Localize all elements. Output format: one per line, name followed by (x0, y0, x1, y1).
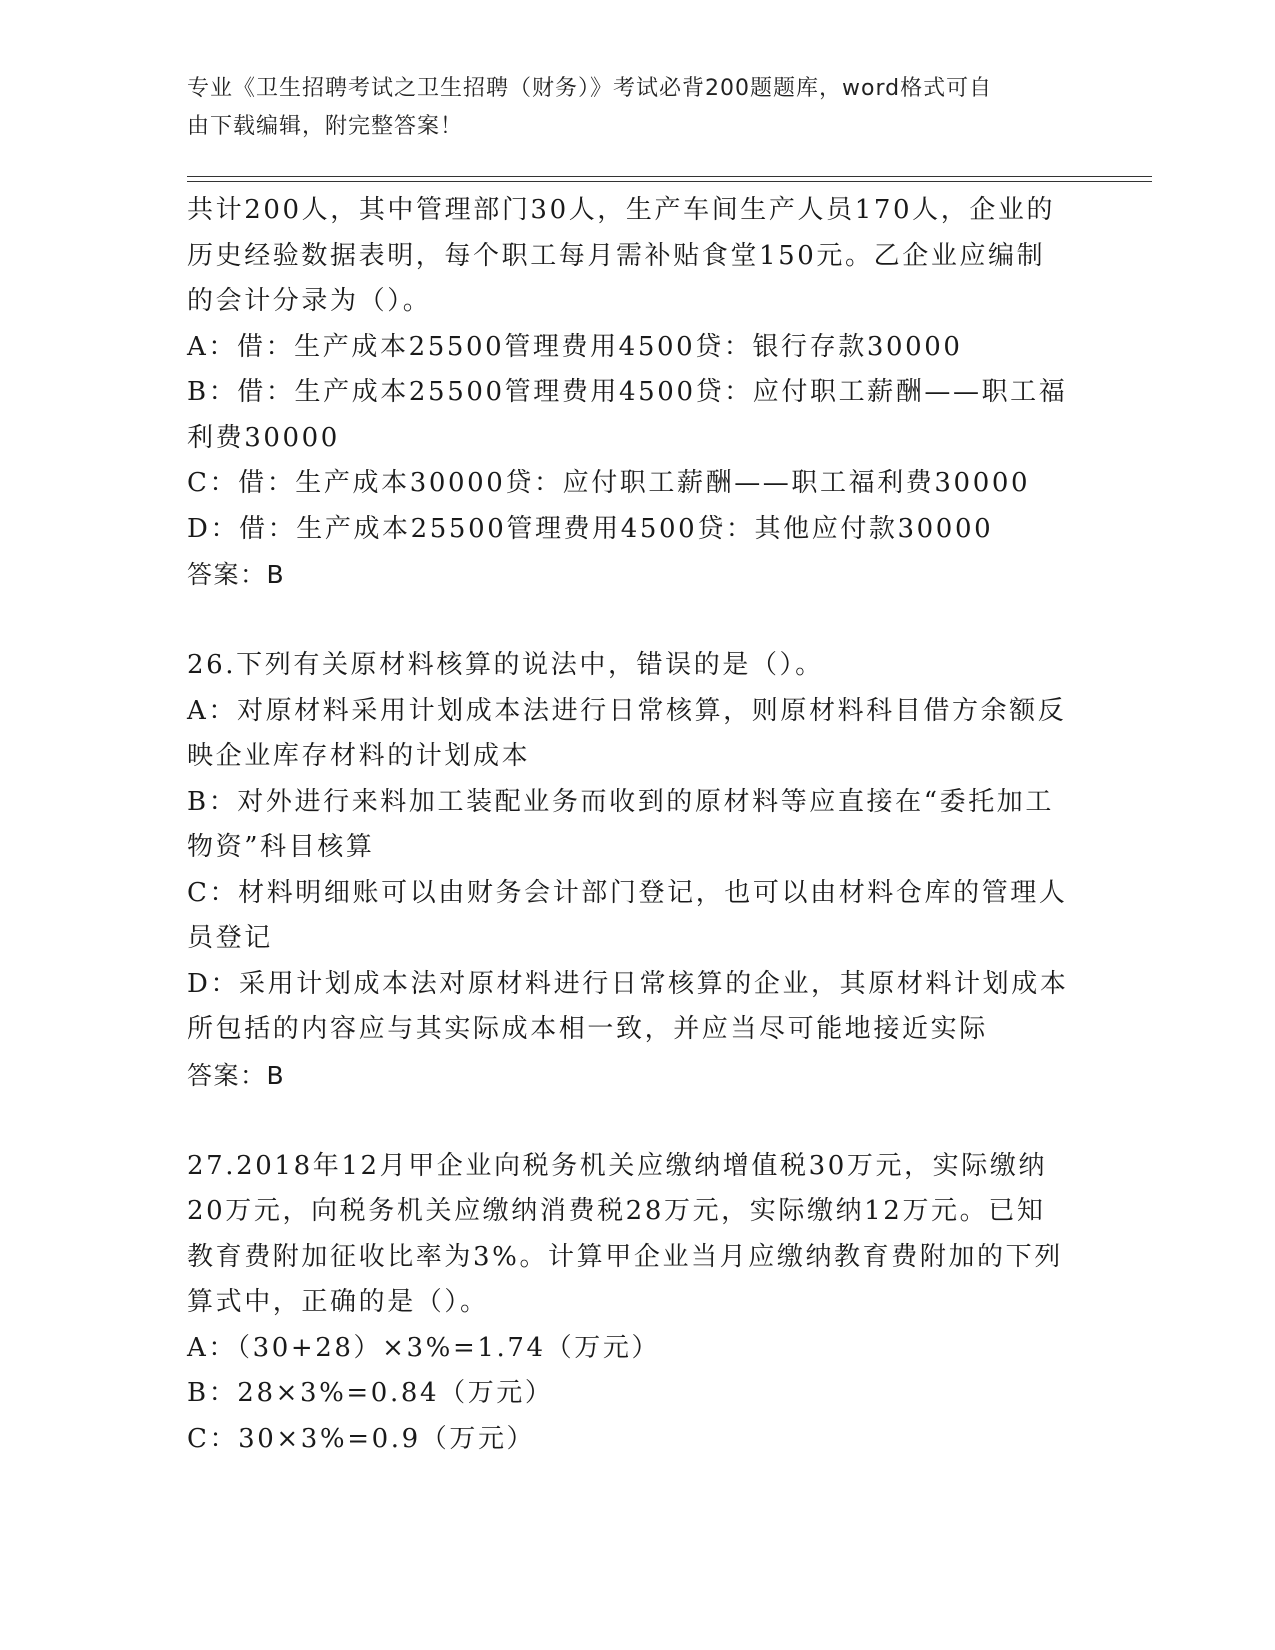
header-divider-top (187, 176, 1152, 177)
question-stem-line: 教育费附加征收比率为3%。计算甲企业当月应缴纳教育费附加的下列 (187, 1241, 1063, 1272)
question-25-block (187, 188, 1077, 598)
option-b: B：28×3%=0.84（万元） (187, 1378, 554, 1408)
option-b: B：借：生产成本25500管理费用4500贷：应付职工薪酬——职工福 (187, 377, 1068, 407)
header-title-line-2: 由下载编辑，附完整答案！ (187, 114, 464, 139)
spacer (187, 1098, 1077, 1144)
option-c: C：借：生产成本30000贷：应付职工薪酬——职工福利费30000 (187, 468, 1031, 498)
question-stem-line: 历史经验数据表明，每个职工每月需补贴食堂150元。乙企业应编制 (187, 240, 1046, 271)
option-d: D：采用计划成本法对原材料进行日常核算的企业，其原材料计划成本 (187, 968, 1069, 999)
option-a: A：（30+28）×3%=1.74（万元） (187, 1332, 661, 1363)
question-stem-line: 共计200人，其中管理部门30人，生产车间生产人员170人，企业的 (187, 195, 1056, 225)
option-a: A：对原材料采用计划成本法进行日常核算，则原材料科目借方余额反 (187, 695, 1067, 726)
option-a: A：借：生产成本25500管理费用4500贷：银行存款30000 (187, 331, 963, 362)
question-stem-line: 27.2018年12月甲企业向税务机关应缴纳增值税30万元，实际缴纳 (187, 1150, 1048, 1181)
question-26-block (187, 643, 1077, 1098)
question-stem: 26.下列有关原材料核算的说法中，错误的是（）。 (187, 650, 824, 680)
answer-label: 答案：B (187, 560, 286, 589)
option-c: C：30×3%=0.9（万元） (187, 1423, 536, 1454)
question-stem-line: 算式中，正确的是（）。 (187, 1287, 489, 1317)
spacer (187, 598, 1077, 644)
option-b: B：对外进行来料加工装配业务而收到的原材料等应直接在“委托加工 (187, 786, 1054, 817)
option-b-continued: 利费30000 (187, 422, 340, 453)
header-divider-bottom (187, 181, 1152, 182)
option-a-continued: 映企业库存材料的计划成本 (187, 741, 531, 771)
question-stem-line: 的会计分录为（）。 (187, 286, 432, 316)
header-title-line-1: 专业《卫生招聘考试之卫生招聘（财务）》考试必背200题题库，word格式可自 (187, 76, 993, 101)
question-27-block (187, 1144, 1077, 1463)
question-content (187, 188, 1077, 1462)
answer-label: 答案：B (187, 1060, 286, 1090)
option-d-continued: 所包括的内容应与其实际成本相一致，并应当尽可能地接近实际 (187, 1014, 988, 1044)
option-c-continued: 员登记 (187, 923, 273, 953)
page-header (187, 70, 1067, 146)
option-d: D：借：生产成本25500管理费用4500贷：其他应付款30000 (187, 513, 994, 544)
option-c: C：材料明细账可以由财务会计部门登记，也可以由材料仓库的管理人 (187, 877, 1068, 908)
option-b-continued: 物资”科目核算 (187, 832, 375, 862)
question-stem-line: 20万元，向税务机关应缴纳消费税28万元，实际缴纳12万元。已知 (187, 1196, 1046, 1226)
